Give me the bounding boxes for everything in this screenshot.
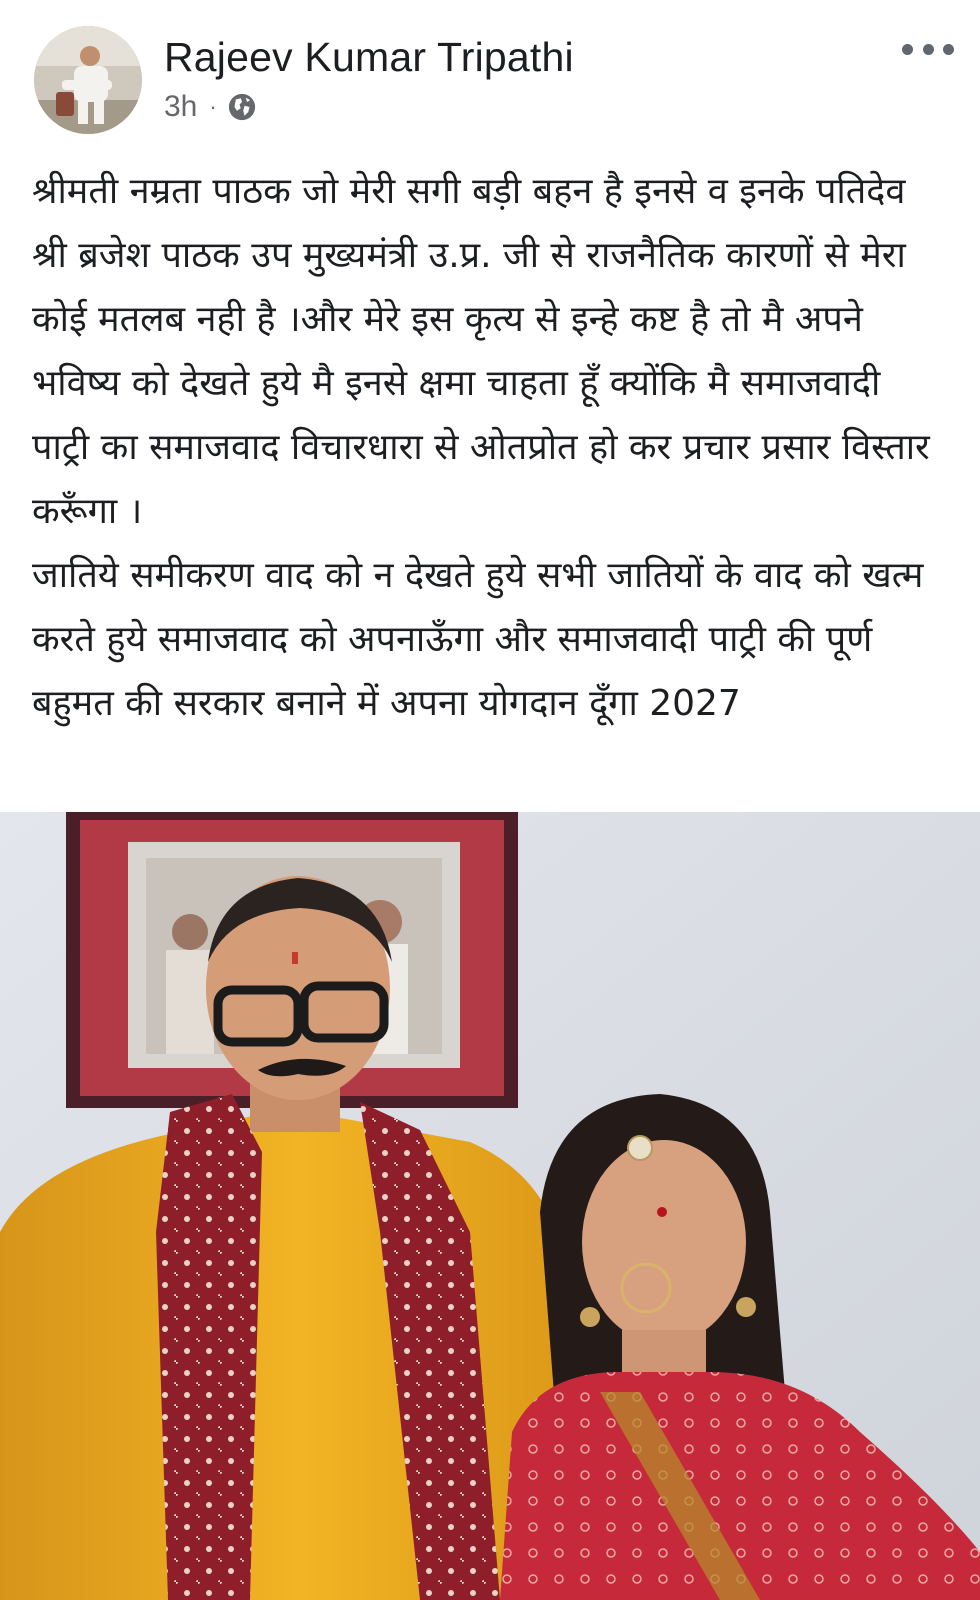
meta-separator: · xyxy=(209,94,217,119)
more-horizontal-icon xyxy=(943,44,954,55)
post-photo[interactable] xyxy=(0,812,980,1600)
globe-icon[interactable] xyxy=(227,92,257,122)
post-timestamp[interactable]: 3h xyxy=(164,90,198,123)
post-body xyxy=(32,160,948,736)
post-paragraph: जातिये समीकरण वाद को न देखते हुये सभी जातियों के वाद को खत्म करते हुये समाजवाद को अपनाऊँगा और समाजवादी पाट्री की पूर्ण बहुमत की सरकार बनाने में अपना योगदान दूँगा 2027 xyxy=(32,555,935,724)
post-paragraph: श्रीमती नम्रता पाठक जो मेरी सगी बड़ी बहन है इनसे व इनके पतिदेव श्री ब्रजेश पाठक उप मुख्यमंत्री उ.प्र. जी से राजनैतिक कारणों से मेरा कोई मतलब नही है ।और मेरे इस कृत्य से इन्हे कष्ट है तो मै अपने भविष्य को देखते हुये मै इनसे क्षमा चाहता हूँ क्योंकि मै समाजवादी पाट्री का समाजवाद विचारधारा से ओतप्रोत हो कर प्रचार प्रसार विस्तार करूँगा । xyxy=(32,171,942,532)
post-meta xyxy=(164,90,257,124)
more-horizontal-icon xyxy=(902,44,913,55)
avatar-image xyxy=(34,26,142,134)
author-avatar[interactable] xyxy=(34,26,142,134)
photo-image xyxy=(0,812,980,1600)
more-horizontal-icon xyxy=(923,44,934,55)
post-header xyxy=(0,0,980,150)
author-name[interactable]: Rajeev Kumar Tripathi xyxy=(164,34,574,80)
more-options-button[interactable] xyxy=(902,34,954,64)
